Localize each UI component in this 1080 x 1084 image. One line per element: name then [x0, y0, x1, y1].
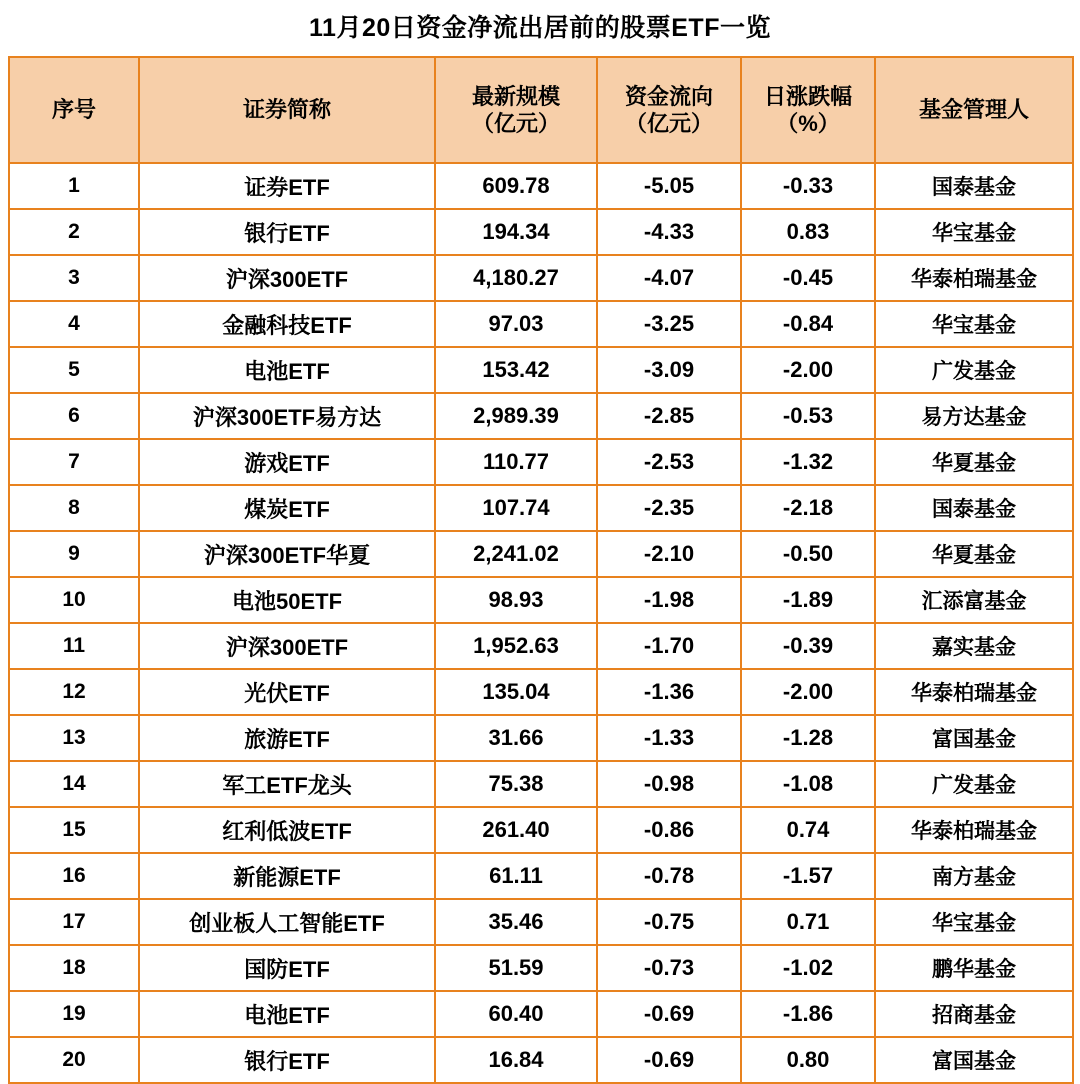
cell-latest-scale: 60.40 — [435, 991, 597, 1037]
table-row — [9, 761, 1073, 807]
table-row — [9, 347, 1073, 393]
cell-fund-flow: -1.36 — [597, 669, 741, 715]
cell-daily-change: -0.84 — [741, 301, 875, 347]
column-header-fund-manager: 基金管理人 — [875, 57, 1073, 163]
cell-index: 16 — [9, 853, 139, 899]
cell-fund-flow: -0.69 — [597, 1037, 741, 1083]
cell-index: 6 — [9, 393, 139, 439]
cell-fund-manager: 富国基金 — [875, 715, 1073, 761]
cell-fund-flow: -2.53 — [597, 439, 741, 485]
cell-latest-scale: 261.40 — [435, 807, 597, 853]
cell-fund-flow: -1.33 — [597, 715, 741, 761]
cell-index: 13 — [9, 715, 139, 761]
table-row — [9, 301, 1073, 347]
table-row — [9, 853, 1073, 899]
table-row — [9, 945, 1073, 991]
cell-daily-change: -1.57 — [741, 853, 875, 899]
cell-fund-flow: -3.09 — [597, 347, 741, 393]
cell-security-name: 银行ETF — [139, 209, 435, 255]
table-row — [9, 623, 1073, 669]
cell-index: 15 — [9, 807, 139, 853]
cell-latest-scale: 2,241.02 — [435, 531, 597, 577]
cell-fund-manager: 易方达基金 — [875, 393, 1073, 439]
cell-security-name: 电池ETF — [139, 991, 435, 1037]
table-row — [9, 255, 1073, 301]
cell-latest-scale: 51.59 — [435, 945, 597, 991]
cell-fund-flow: -0.98 — [597, 761, 741, 807]
cell-fund-manager: 广发基金 — [875, 347, 1073, 393]
cell-fund-flow: -1.70 — [597, 623, 741, 669]
table-row — [9, 163, 1073, 209]
cell-index: 3 — [9, 255, 139, 301]
cell-latest-scale: 107.74 — [435, 485, 597, 531]
cell-fund-flow: -0.78 — [597, 853, 741, 899]
table-row — [9, 991, 1073, 1037]
cell-latest-scale: 194.34 — [435, 209, 597, 255]
cell-daily-change: -0.33 — [741, 163, 875, 209]
table-row — [9, 209, 1073, 255]
table-body — [9, 163, 1073, 1083]
cell-latest-scale: 61.11 — [435, 853, 597, 899]
etf-outflow-table — [8, 56, 1074, 1084]
cell-security-name: 沪深300ETF — [139, 623, 435, 669]
cell-daily-change: -2.00 — [741, 347, 875, 393]
cell-daily-change: -1.32 — [741, 439, 875, 485]
table-row — [9, 899, 1073, 945]
cell-fund-manager: 华宝基金 — [875, 301, 1073, 347]
column-header-security-name: 证券简称 — [139, 57, 435, 163]
cell-fund-flow: -5.05 — [597, 163, 741, 209]
cell-index: 11 — [9, 623, 139, 669]
cell-index: 12 — [9, 669, 139, 715]
cell-fund-manager: 鹏华基金 — [875, 945, 1073, 991]
cell-fund-flow: -4.33 — [597, 209, 741, 255]
cell-security-name: 沪深300ETF华夏 — [139, 531, 435, 577]
cell-daily-change: -0.53 — [741, 393, 875, 439]
cell-index: 8 — [9, 485, 139, 531]
cell-fund-flow: -1.98 — [597, 577, 741, 623]
cell-daily-change: -0.50 — [741, 531, 875, 577]
cell-fund-manager: 招商基金 — [875, 991, 1073, 1037]
cell-latest-scale: 153.42 — [435, 347, 597, 393]
cell-latest-scale: 4,180.27 — [435, 255, 597, 301]
cell-security-name: 新能源ETF — [139, 853, 435, 899]
cell-daily-change: -1.08 — [741, 761, 875, 807]
cell-security-name: 光伏ETF — [139, 669, 435, 715]
cell-daily-change: -0.39 — [741, 623, 875, 669]
cell-daily-change: 0.83 — [741, 209, 875, 255]
table-row — [9, 577, 1073, 623]
table-header — [9, 57, 1073, 163]
cell-fund-flow: -2.85 — [597, 393, 741, 439]
cell-index: 5 — [9, 347, 139, 393]
cell-fund-manager: 汇添富基金 — [875, 577, 1073, 623]
cell-latest-scale: 16.84 — [435, 1037, 597, 1083]
cell-latest-scale: 110.77 — [435, 439, 597, 485]
cell-fund-manager: 华夏基金 — [875, 439, 1073, 485]
cell-security-name: 红利低波ETF — [139, 807, 435, 853]
cell-security-name: 证券ETF — [139, 163, 435, 209]
cell-index: 14 — [9, 761, 139, 807]
cell-fund-flow: -0.69 — [597, 991, 741, 1037]
cell-index: 18 — [9, 945, 139, 991]
cell-daily-change: -2.18 — [741, 485, 875, 531]
cell-index: 10 — [9, 577, 139, 623]
cell-latest-scale: 31.66 — [435, 715, 597, 761]
cell-fund-manager: 华泰柏瑞基金 — [875, 669, 1073, 715]
cell-index: 19 — [9, 991, 139, 1037]
cell-fund-flow: -2.10 — [597, 531, 741, 577]
cell-daily-change: -1.28 — [741, 715, 875, 761]
cell-fund-manager: 南方基金 — [875, 853, 1073, 899]
table-header-row — [9, 57, 1073, 163]
cell-index: 2 — [9, 209, 139, 255]
cell-daily-change: -1.89 — [741, 577, 875, 623]
cell-index: 9 — [9, 531, 139, 577]
cell-fund-manager: 华夏基金 — [875, 531, 1073, 577]
cell-fund-flow: -3.25 — [597, 301, 741, 347]
cell-fund-manager: 富国基金 — [875, 1037, 1073, 1083]
cell-security-name: 军工ETF龙头 — [139, 761, 435, 807]
cell-index: 1 — [9, 163, 139, 209]
cell-fund-manager: 华宝基金 — [875, 209, 1073, 255]
cell-latest-scale: 2,989.39 — [435, 393, 597, 439]
cell-security-name: 沪深300ETF — [139, 255, 435, 301]
cell-fund-manager: 嘉实基金 — [875, 623, 1073, 669]
cell-daily-change: -2.00 — [741, 669, 875, 715]
cell-fund-manager: 华泰柏瑞基金 — [875, 807, 1073, 853]
cell-index: 7 — [9, 439, 139, 485]
cell-daily-change: 0.80 — [741, 1037, 875, 1083]
cell-index: 20 — [9, 1037, 139, 1083]
cell-latest-scale: 35.46 — [435, 899, 597, 945]
cell-fund-manager: 广发基金 — [875, 761, 1073, 807]
cell-security-name: 煤炭ETF — [139, 485, 435, 531]
cell-security-name: 金融科技ETF — [139, 301, 435, 347]
table-row — [9, 715, 1073, 761]
cell-daily-change: 0.74 — [741, 807, 875, 853]
cell-security-name: 银行ETF — [139, 1037, 435, 1083]
cell-security-name: 电池50ETF — [139, 577, 435, 623]
cell-latest-scale: 98.93 — [435, 577, 597, 623]
cell-security-name: 沪深300ETF易方达 — [139, 393, 435, 439]
cell-fund-flow: -4.07 — [597, 255, 741, 301]
cell-latest-scale: 135.04 — [435, 669, 597, 715]
cell-fund-manager: 国泰基金 — [875, 485, 1073, 531]
column-header-daily-change: 日涨跌幅 （%） — [741, 57, 875, 163]
cell-fund-manager: 国泰基金 — [875, 163, 1073, 209]
column-header-fund-flow: 资金流向 （亿元） — [597, 57, 741, 163]
cell-index: 17 — [9, 899, 139, 945]
column-header-latest-scale: 最新规模 （亿元） — [435, 57, 597, 163]
cell-daily-change: -0.45 — [741, 255, 875, 301]
cell-latest-scale: 97.03 — [435, 301, 597, 347]
cell-fund-flow: -2.35 — [597, 485, 741, 531]
table-row — [9, 1037, 1073, 1083]
cell-security-name: 游戏ETF — [139, 439, 435, 485]
table-row — [9, 439, 1073, 485]
table-row — [9, 807, 1073, 853]
cell-security-name: 旅游ETF — [139, 715, 435, 761]
cell-security-name: 电池ETF — [139, 347, 435, 393]
cell-fund-manager: 华宝基金 — [875, 899, 1073, 945]
table-row — [9, 531, 1073, 577]
cell-fund-flow: -0.86 — [597, 807, 741, 853]
cell-fund-manager: 华泰柏瑞基金 — [875, 255, 1073, 301]
cell-latest-scale: 75.38 — [435, 761, 597, 807]
cell-latest-scale: 1,952.63 — [435, 623, 597, 669]
cell-security-name: 创业板人工智能ETF — [139, 899, 435, 945]
cell-latest-scale: 609.78 — [435, 163, 597, 209]
cell-security-name: 国防ETF — [139, 945, 435, 991]
column-header-index: 序号 — [9, 57, 139, 163]
cell-daily-change: -1.02 — [741, 945, 875, 991]
cell-daily-change: -1.86 — [741, 991, 875, 1037]
cell-fund-flow: -0.73 — [597, 945, 741, 991]
table-row — [9, 669, 1073, 715]
cell-index: 4 — [9, 301, 139, 347]
cell-daily-change: 0.71 — [741, 899, 875, 945]
page-title: 11月20日资金净流出居前的股票ETF一览 — [309, 14, 771, 42]
table-row — [9, 393, 1073, 439]
cell-fund-flow: -0.75 — [597, 899, 741, 945]
table-row — [9, 485, 1073, 531]
